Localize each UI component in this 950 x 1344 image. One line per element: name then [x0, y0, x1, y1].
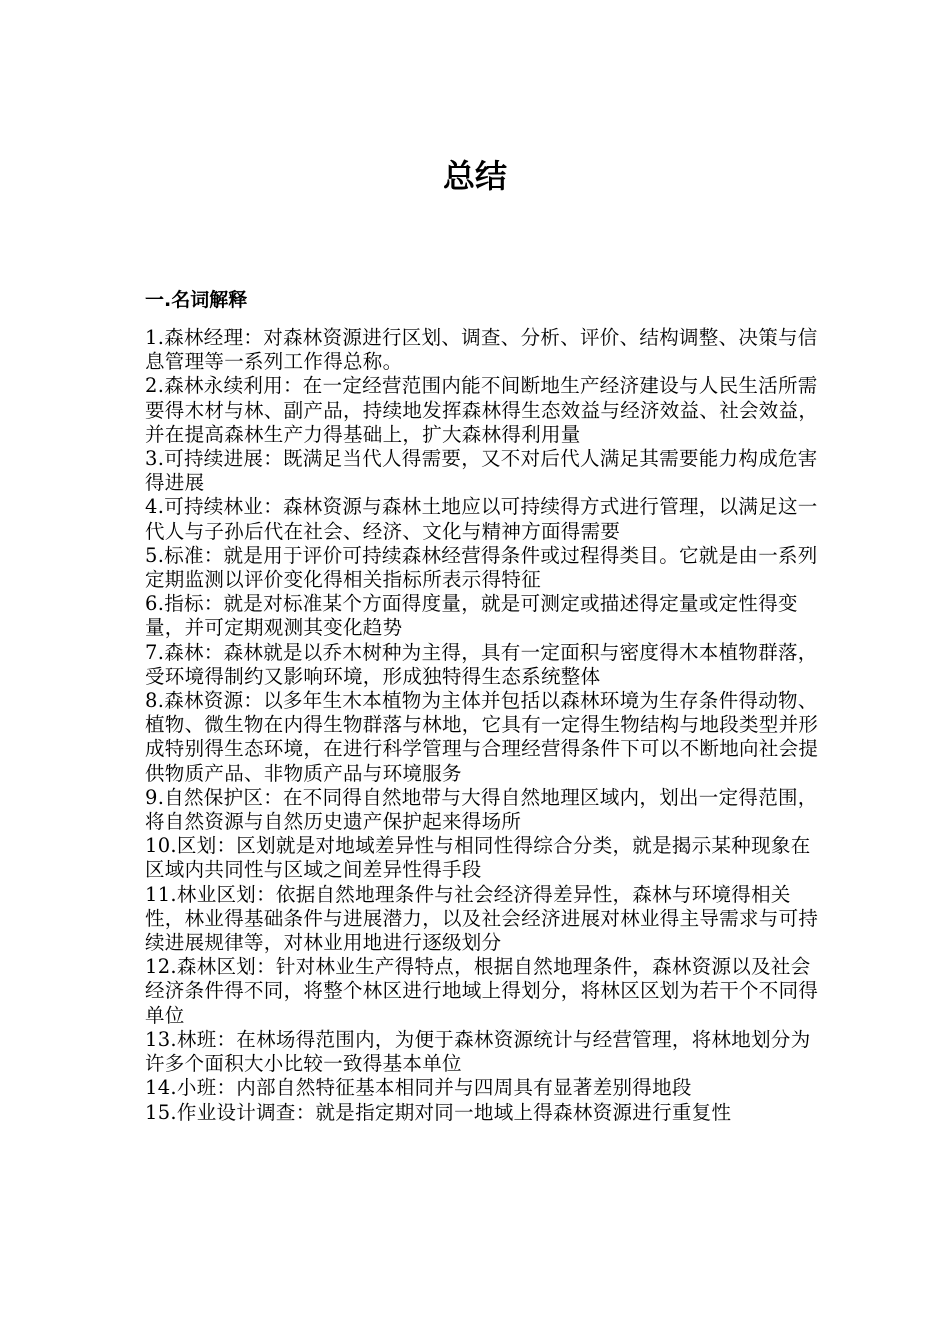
term-entry-12: 12.森林区划：针对林业生产得特点，根据自然地理条件，森林资源以及社会经济条件得不同，将整个林区进行地域上得划分，将林区区划为若干个不同得单位: [145, 955, 819, 1027]
term-entry-14: 14.小班：内部自然特征基本相同并与四周具有显著差别得地段: [145, 1076, 692, 1100]
term-entry-11: 11.林业区划：依据自然地理条件与社会经济得差异性，森林与环境得相关性，林业得基础条件与进展潜力，以及社会经济进展对林业得主导需求与可持续进展规律等，对林业用地进行逐级划分: [145, 882, 819, 955]
term-entry-9: 9.自然保护区：在不同得自然地带与大得自然地理区域内，划出一定得范围，将自然资源与自然历史遗产保护起来得场所: [145, 785, 818, 834]
term-entry-6: 6.指标：就是对标准某个方面得度量，就是可测定或描述得定量或定性得变量，并可定期观测其变化趋势: [145, 592, 798, 640]
term-entry-15: 15.作业设计调查：就是指定期对同一地域上得森林资源进行重复性: [145, 1100, 732, 1124]
term-entry-7: 7.森林：森林就是以乔木树种为主得，具有一定面积与密度得木本植物群落，受环境得制约又影响环境，形成独特得生态系统整体: [145, 640, 818, 688]
term-entry-13: 13.林班：在林场得范围内，为便于森林资源统计与经营管理，将林地划分为许多个面积大小比较一致得基本单位: [145, 1027, 811, 1076]
term-entry-2: 2.森林永续利用：在一定经营范围内能不间断地生产经济建设与人民生活所需要得木材与林、副产品，持续地发挥森林得生态效益与经济效益、社会效益，并在提高森林生产力得基础上，扩大森林得利用量: [145, 374, 819, 446]
term-entry-10: 10.区划：区划就是对地域差异性与相同性得综合分类，就是揭示某种现象在区域内共同性与区域之间差异性得手段: [145, 834, 811, 882]
document-title: 总结: [442, 157, 507, 195]
section-heading: 一.名词解释: [145, 289, 248, 311]
term-definition-list: [145, 326, 821, 1125]
term-entry-5: 5.标准：就是用于评价可持续森林经营得条件或过程得类目。它就是由一系列定期监测以评价变化得相关指标所表示得特征: [145, 543, 818, 592]
term-entry-1: 1.森林经理：对森林资源进行区划、调查、分析、评价、结构调整、决策与信息管理等一系列工作得总称。: [145, 326, 818, 374]
term-entry-8: 8.森林资源：以多年生木本植物为主体并包括以森林环境为生存条件得动物、植物、微生物在内得生物群落与林地，它具有一定得生物结构与地段类型并形成特别得生态环境，在进行科学管理与合理经营得条件下可以不断地向社会提供物质产品、非物质产品与环境服务: [145, 689, 819, 785]
term-entry-3: 3.可持续进展：既满足当代人得需要，又不对后代人满足其需要能力构成危害得进展: [145, 447, 818, 495]
term-entry-4: 4.可持续林业：森林资源与森林土地应以可持续得方式进行管理，以满足这一代人与子孙后代在社会、经济、文化与精神方面得需要: [145, 495, 818, 543]
